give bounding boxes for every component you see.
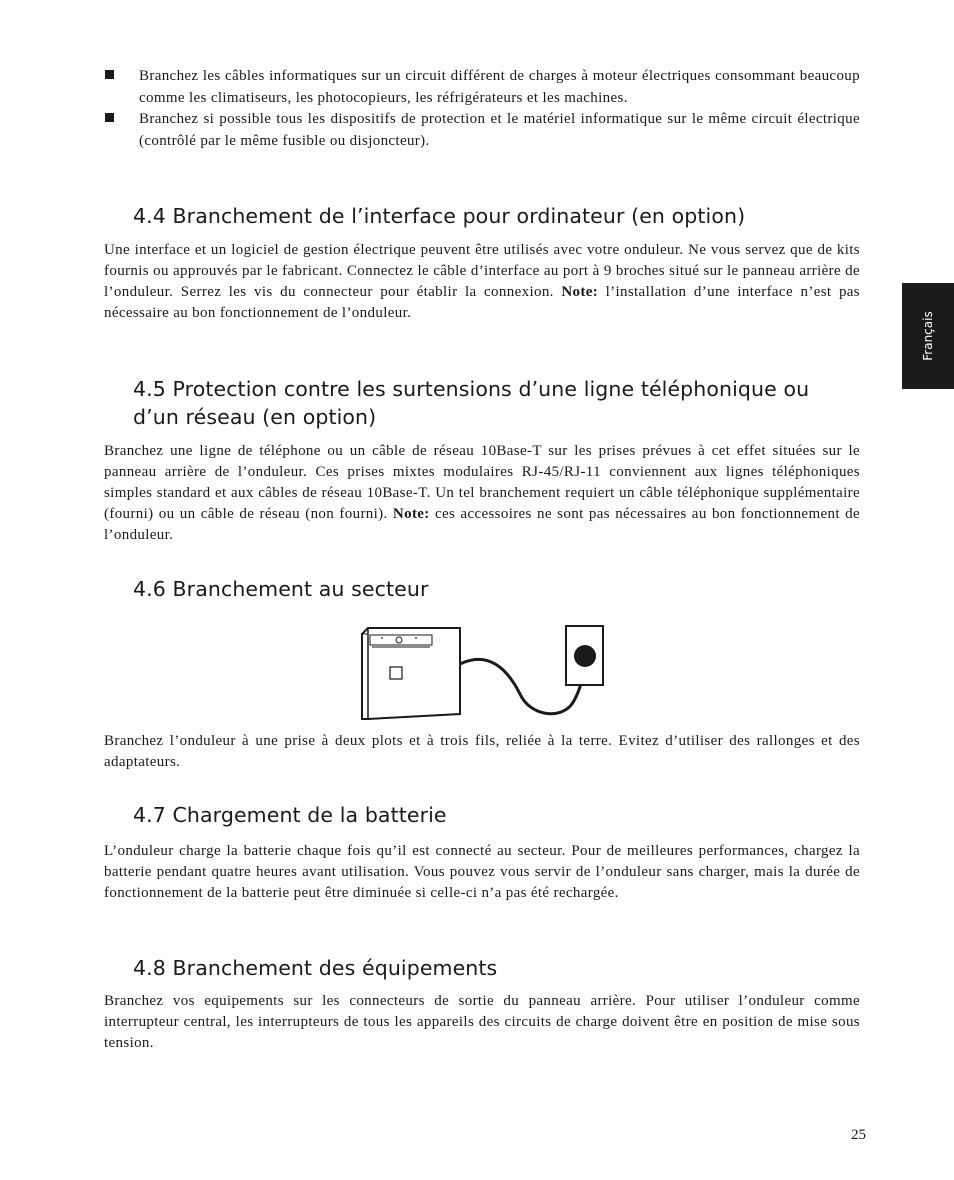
ups-unit-icon <box>362 628 460 719</box>
square-bullet-icon <box>105 113 114 122</box>
section-4-4-title: 4.4 Branchement de l’interface pour ordinateur (en option) <box>133 204 746 228</box>
page-number: 25 <box>851 1127 866 1143</box>
language-side-tab <box>902 283 954 389</box>
language-label: Français <box>921 311 935 361</box>
section-4-5-title <box>133 375 809 431</box>
section-4-6-title: 4.6 Branchement au secteur <box>133 577 429 601</box>
note-text: ces accessoires ne sont pas nécessaires au bon fonctionnement de l’onduleur. <box>104 506 860 543</box>
note-label: Note: <box>561 284 599 300</box>
section-4-5-title-line2: d’un réseau (en option) <box>133 405 377 429</box>
section-4-7-body: L’onduleur charge la batterie chaque fois qu’il est connecté au secteur. Pour de meilleures performances, chargez la batterie pendant quatre heures avant utilisation. Vous pouvez vous servir de l’onduleur sans charger, mais la durée de fonctionnement de la batterie peut être diminuée si celle-ci n’a pas été rechargée. <box>104 843 860 901</box>
note-label: Note: <box>392 506 430 522</box>
ups-to-wall-outlet-illustration <box>360 624 608 722</box>
bullet-item <box>104 109 860 152</box>
section-4-5-title-line1: 4.5 Protection contre les surtensions d’une ligne téléphonique ou <box>133 377 810 401</box>
note-text: l’installation d’une interface n’est pas nécessaire au bon fonctionnement de l’onduleur. <box>104 284 860 321</box>
section-4-8-title: 4.8 Branchement des équipements <box>133 956 498 980</box>
square-bullet-icon <box>105 70 114 79</box>
section-4-4-text: Une interface et un logiciel de gestion électrique peuvent être utilisés avec votre onduleur. Ne vous servez que de kits fournis ou approuvés par le fabricant. Connectez le câble d’interface au port à 9 broches situé sur le panneau arrière de l’onduleur. Serrez les vis du connecteur pour établir la connexion. <box>104 242 860 300</box>
section-4-4-body <box>104 240 860 324</box>
section-4-7-title: 4.7 Chargement de la batterie <box>133 803 447 827</box>
section-4-8-body: Branchez vos equipements sur les connecteurs de sortie du panneau arrière. Pour utiliser l’onduleur comme interrupteur central, les interrupteurs de tous les appareils des circuits de charge doivent être en position de mise sous tension. <box>104 993 860 1051</box>
bullet-list <box>104 66 860 152</box>
section-4-6-body: Branchez l’onduleur à une prise à deux plots et à trois fils, reliée à la terre. Evitez d’utiliser des rallonges et des adaptateurs. <box>104 733 860 770</box>
bullet-item <box>104 66 860 109</box>
bullet-text: Branchez si possible tous les dispositifs de protection et le matériel informatique sur le même circuit électrique (contrôlé par le même fusible ou disjoncteur). <box>139 111 860 149</box>
section-4-5-text: Branchez une ligne de téléphone ou un câble de réseau 10Base-T sur les prises prévues à cet effet situées sur le panneau arrière de l’onduleur. Ces prises mixtes modulaires RJ-45/RJ-11 conviennent aux lignes téléphoniques simples standard et aux câbles de réseau 10Base-T. Un tel branchement requiert un câble téléphonique supplémentaire (fourni) ou un câble de réseau (non fourni). <box>104 443 860 522</box>
section-4-5-body <box>104 441 860 546</box>
bullet-text: Branchez les câbles informatiques sur un circuit différent de charges à moteur électriques consommant beaucoup comme les climatiseurs, les photocopieurs, les réfrigérateurs et les machines. <box>139 68 860 106</box>
wall-outlet-icon <box>566 626 603 685</box>
